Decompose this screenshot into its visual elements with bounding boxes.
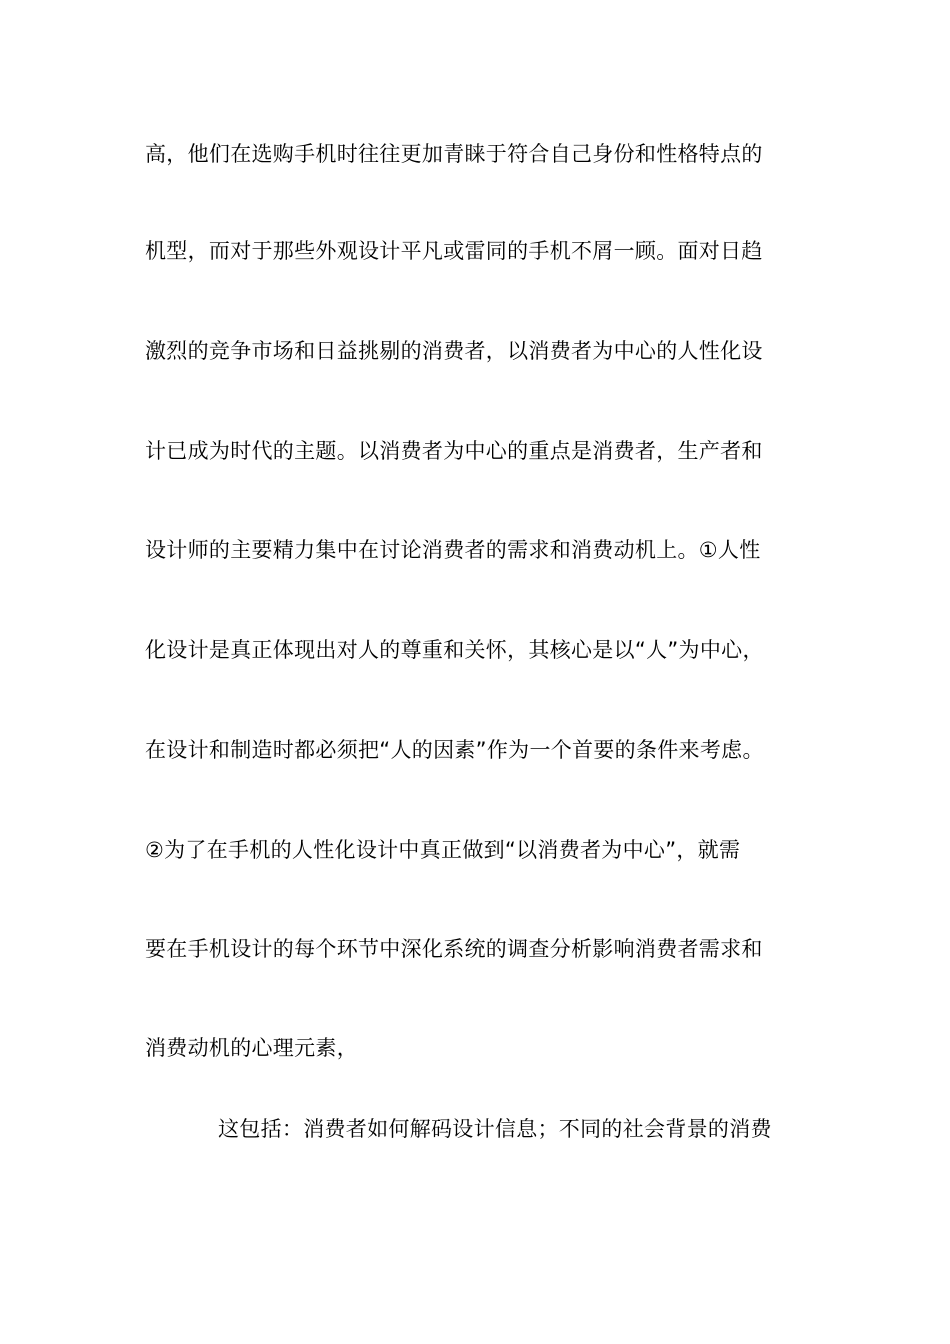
text-line-4: 计已成为时代的主题。以消费者为中心的重点是消费者，生产者和 <box>145 439 763 463</box>
text-line-9: 要在手机设计的每个环节中深化系统的调查分析影响消费者需求和 <box>145 937 763 961</box>
text-line-3: 激烈的竞争市场和日益挑剔的消费者，以消费者为中心的人性化设 <box>145 339 763 363</box>
text-line-1: 高，他们在选购手机时往往更加青睐于符合自己身份和性格特点的 <box>145 142 763 166</box>
text-line-5: 设计师的主要精力集中在讨论消费者的需求和消费动机上。①人性 <box>145 538 761 562</box>
text-line-6: 化设计是真正体现出对人的尊重和关怀，其核心是以“人”为中心， <box>145 638 764 662</box>
text-line-8: ②为了在手机的人性化设计中真正做到“以消费者为中心”，就需 <box>145 838 741 862</box>
text-line-7: 在设计和制造时都必须把“人的因素”作为一个首要的条件来考虑。 <box>145 738 764 762</box>
text-line-10: 消费动机的心理元素， <box>145 1036 358 1060</box>
text-line-2: 机型，而对于那些外观设计平凡或雷同的手机不屑一顾。面对日趋 <box>145 239 763 263</box>
text-line-11: 这包括：消费者如何解码设计信息；不同的社会背景的消费 <box>218 1117 772 1141</box>
